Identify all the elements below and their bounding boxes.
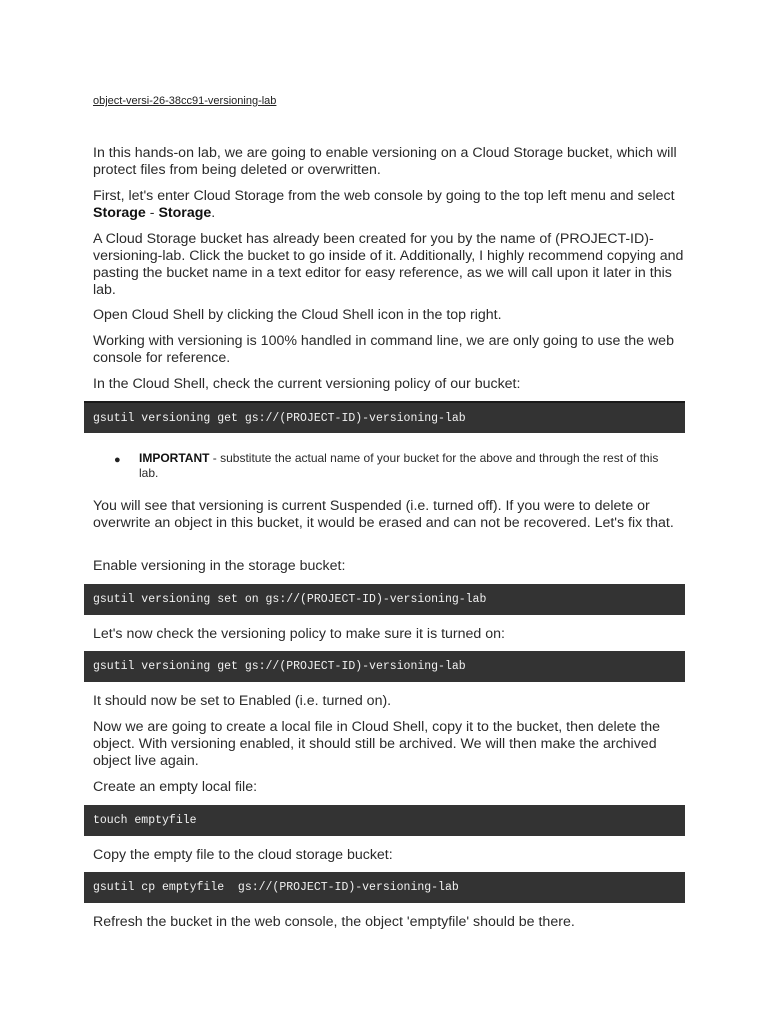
- code-block-set-versioning[interactable]: gsutil versioning set on gs://(PROJECT-ID)-versioning-lab: [84, 584, 685, 615]
- document-title: object-versi-26-38cc91-versioning-lab: [93, 95, 277, 107]
- bullet-icon: ●: [114, 454, 121, 466]
- important-label: IMPORTANT: [139, 451, 210, 465]
- storage-menu-paragraph: [93, 188, 693, 222]
- local-file-paragraph: Now we are going to create a local file in Cloud Shell, copy it to the bucket, then delete the object. With versioning enabled, it should still be archived. We will then make the archived object live again.: [93, 719, 661, 769]
- intro-paragraph: In this hands-on lab, we are going to enable versioning on a Cloud Storage bucket, which will protect files from being deleted or overwritten.: [93, 145, 677, 178]
- bucket-paragraph: A Cloud Storage bucket has already been created for you by the name of (PROJECT-ID)-versioning-lab. Click the bucket to go inside of it. Additionally, I highly recommend copying and pasting the bucket name in a text editor for easy reference, as we will call upon it later in this lab.: [93, 231, 684, 298]
- check-policy-paragraph: In the Cloud Shell, check the current versioning policy of our bucket:: [93, 376, 521, 392]
- code-block-verify-versioning[interactable]: gsutil versioning get gs://(PROJECT-ID)-versioning-lab: [84, 651, 685, 682]
- menu-storage-second: Storage: [158, 205, 212, 221]
- suspended-paragraph: You will see that versioning is current Suspended (i.e. turned off). If you were to delete or overwrite an object in this bucket, it would be erased and can not be recovered. Let's fix that.: [93, 498, 674, 531]
- storage-menu-text: First, let's enter Cloud Storage from the web console by going to the top left menu and select: [93, 188, 675, 204]
- menu-separator: -: [145, 205, 159, 221]
- enable-versioning-paragraph: Enable versioning in the storage bucket:: [93, 558, 346, 574]
- menu-end: .: [211, 205, 216, 221]
- code-block-touch[interactable]: touch emptyfile: [84, 805, 685, 836]
- create-file-paragraph: Create an empty local file:: [93, 779, 258, 795]
- code-block-copy[interactable]: gsutil cp emptyfile gs://(PROJECT-ID)-versioning-lab: [84, 872, 685, 903]
- copy-file-paragraph: Copy the empty file to the cloud storage bucket:: [93, 847, 393, 863]
- code-block-get-versioning[interactable]: gsutil versioning get gs://(PROJECT-ID)-versioning-lab: [84, 401, 685, 433]
- menu-storage-first: Storage: [93, 205, 146, 221]
- important-note: [139, 451, 669, 480]
- command-line-paragraph: Working with versioning is 100% handled in command line, we are only going to use the web console for reference.: [93, 333, 674, 366]
- important-text: - substitute the actual name of your bucket for the above and through the rest of this lab.: [139, 451, 659, 480]
- verify-policy-paragraph: Let's now check the versioning policy to make sure it is turned on:: [93, 626, 505, 642]
- cloud-shell-paragraph: Open Cloud Shell by clicking the Cloud Shell icon in the top right.: [93, 307, 502, 323]
- refresh-paragraph: Refresh the bucket in the web console, the object 'emptyfile' should be there.: [93, 914, 575, 930]
- enabled-paragraph: It should now be set to Enabled (i.e. turned on).: [93, 693, 392, 709]
